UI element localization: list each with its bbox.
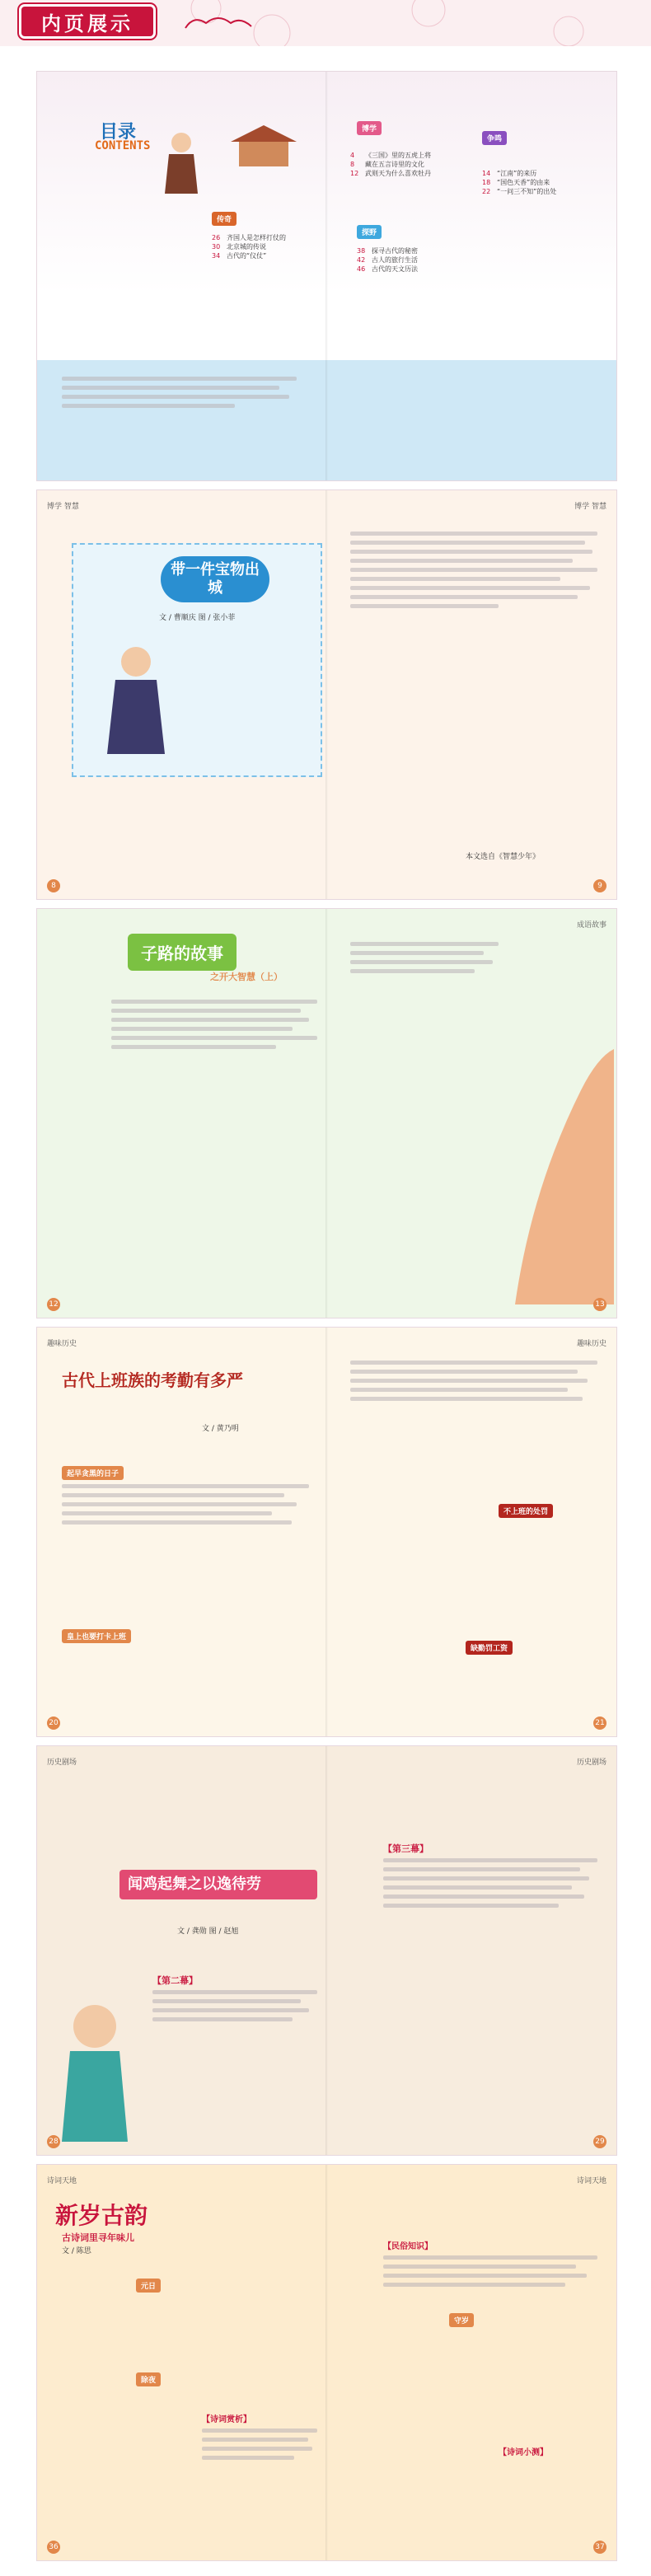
article-subtitle: 古诗词里寻年味儿 (62, 2232, 134, 2243)
toc-item[interactable]: 4 《三国》里的五虎上将 (350, 152, 431, 159)
running-head-right: 诗词天地 (576, 2177, 607, 2185)
sub-heading: 不上班的处罚 (499, 1504, 553, 1518)
page-number-left: 20 (47, 1717, 60, 1730)
running-head-right: 历史剧场 (576, 1759, 607, 1767)
toc-list-chuanqi (212, 233, 286, 260)
text-block (62, 377, 309, 413)
poem-title: 元日 (136, 2279, 161, 2293)
text-block (383, 1858, 597, 1913)
byline: 文 / 龚勋 图 / 赵旭 (177, 1927, 239, 1936)
scholar-illustration (152, 128, 210, 194)
text-block (62, 1484, 309, 1529)
character-illustration (45, 1993, 144, 2142)
toc-item[interactable]: 14 “江南”的来历 (482, 170, 537, 177)
spread-attendance (36, 1327, 617, 1737)
toc-title: 目录 (100, 122, 137, 143)
article-subtitle: 之开大智慧（上） (210, 972, 283, 982)
page-header (0, 0, 651, 46)
text-block (350, 1361, 597, 1406)
article-title: 闻鸡起舞之以逸待劳 (119, 1870, 317, 1899)
sub-heading: 缺勤罚工资 (466, 1641, 513, 1655)
poem-title: 守岁 (449, 2313, 474, 2327)
text-block (350, 532, 597, 613)
running-head-right: 成语故事 (576, 921, 607, 930)
toc-item[interactable]: 38 探寻古代的秘密 (357, 247, 418, 255)
toc-item[interactable]: 30 北京城的传说 (212, 243, 266, 251)
byline: 文 / 曹顺庆 图 / 张小菲 (159, 614, 236, 622)
article-title: 带一件宝物出城 (161, 556, 269, 602)
spread-contents (36, 71, 617, 481)
sub-heading: 【诗词小测】 (499, 2448, 548, 2457)
section-tag-zhengming: 争鸣 (482, 131, 507, 145)
article-title: 古代上班族的考勤有多严 (62, 1370, 243, 1390)
page-number-left: 12 (47, 1298, 60, 1311)
text-block (152, 1990, 317, 2026)
spread-zilu (36, 908, 617, 1318)
byline: 文 / 黄乃明 (202, 1425, 239, 1433)
temple-illustration (227, 121, 301, 171)
poem-title: 除夜 (136, 2372, 161, 2386)
section-tag-boxue: 博学 (357, 121, 382, 135)
running-head-right: 博学 智慧 (574, 503, 607, 511)
section-tag-chuanqi: 传奇 (212, 212, 237, 226)
page-number-right: 21 (593, 1717, 607, 1730)
toc-item[interactable]: 22 “一问三不知”的出处 (482, 188, 557, 195)
toc-list-tanye (357, 246, 418, 274)
text-block (350, 942, 499, 978)
sub-heading: 起早贪黑的日子 (62, 1466, 124, 1480)
toc-subtitle: CONTENTS (95, 139, 151, 152)
section-tag-tanye: 探野 (357, 225, 382, 239)
text-block (202, 2428, 317, 2465)
sub-heading: 【第三幕】 (383, 1843, 429, 1854)
toc-item[interactable]: 46 古代的天文历法 (357, 265, 418, 273)
sub-heading: 【第二幕】 (152, 1975, 198, 1986)
page-number-left: 8 (47, 879, 60, 892)
toc-item[interactable]: 12 武则天为什么喜欢牡丹 (350, 170, 431, 177)
spread-treasure (36, 489, 617, 900)
page-number-left: 36 (47, 2541, 60, 2554)
text-block (111, 1000, 317, 1054)
page-number-right: 37 (593, 2541, 607, 2554)
spread-poetry (36, 2164, 617, 2561)
article-title: 新岁古韵 (55, 2202, 148, 2229)
page-title: 内页展示 (21, 7, 153, 36)
article-title: 子路的故事 (128, 934, 237, 971)
toc-item[interactable]: 42 古人的旅行生活 (357, 256, 418, 264)
sub-heading: 【诗词赏析】 (202, 2415, 251, 2424)
toc-list-boxue (350, 151, 431, 178)
running-head-left: 博学 智慧 (47, 503, 79, 511)
toc-item[interactable]: 34 古代的“仪仗” (212, 252, 267, 260)
sub-heading: 皇上也要打卡上班 (62, 1629, 131, 1643)
running-head-left: 诗词天地 (47, 2177, 77, 2185)
byline: 文 / 陈思 (62, 2247, 91, 2255)
sub-heading: 【民俗知识】 (383, 2242, 433, 2251)
page-number-right: 13 (593, 1298, 607, 1311)
toc-list-zhengming (482, 169, 556, 196)
page-number-left: 28 (47, 2135, 60, 2148)
spread-drama (36, 1745, 617, 2156)
running-head-left: 趣味历史 (47, 1340, 77, 1348)
article-footer: 本文选自《智慧少年》 (466, 853, 541, 861)
official-illustration (87, 639, 185, 754)
running-head-right: 趣味历史 (576, 1340, 607, 1348)
running-head-left: 历史剧场 (47, 1759, 77, 1767)
toc-item[interactable]: 18 “国色天香”的由来 (482, 179, 550, 186)
arm-illustration (482, 1024, 614, 1304)
toc-item[interactable]: 8 藏在五言诗里的文化 (350, 161, 424, 168)
toc-item[interactable]: 26 齐国人是怎样打仗的 (212, 234, 286, 241)
page-number-right: 9 (593, 879, 607, 892)
text-block (383, 2255, 597, 2292)
page-number-right: 29 (593, 2135, 607, 2148)
cloud-ornament (181, 12, 255, 33)
